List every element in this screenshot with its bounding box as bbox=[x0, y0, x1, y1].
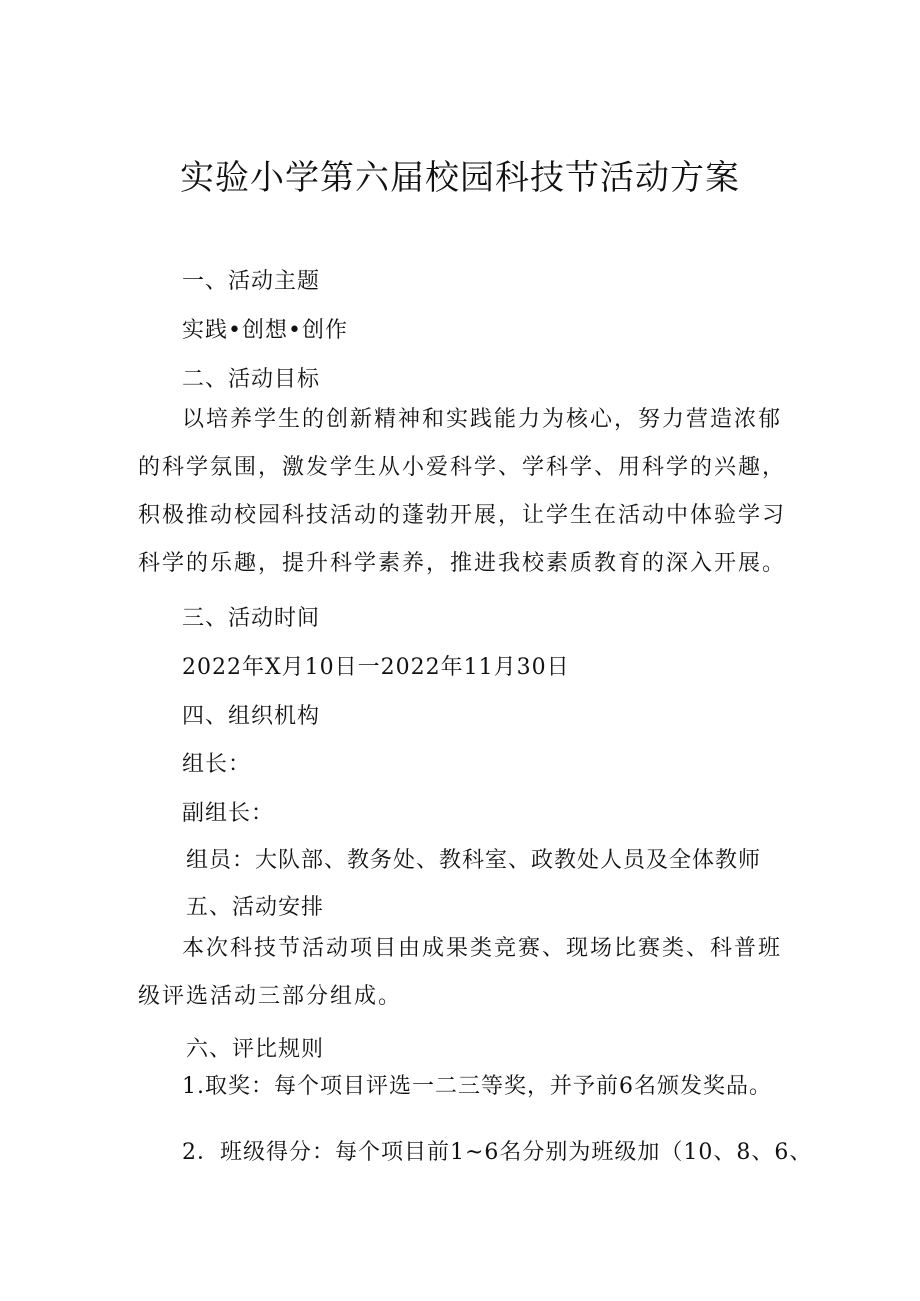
section-1-heading: 一、活动主题 bbox=[182, 269, 321, 294]
section-1-text: 实践•创想•创作 bbox=[182, 318, 348, 343]
section-2-heading: 二、活动目标 bbox=[182, 367, 321, 392]
section-4-heading: 四、组织机构 bbox=[182, 704, 321, 729]
section-6-heading: 六、评比规则 bbox=[186, 1037, 325, 1062]
section-4-leader: 组长： bbox=[182, 752, 252, 777]
section-5-heading: 五、活动安排 bbox=[186, 895, 325, 920]
section-4-members: 组员：大队部、教务处、教科室、政教处人员及全体教师 bbox=[186, 848, 762, 873]
section-3-text: 2022年X月10日一2022年11月30日 bbox=[182, 655, 570, 680]
section-2-paragraph: 以培养学生的创新精神和实践能力为核心，努力营造浓郁的科学氛围，激发学生从小爱科学、学科学、用科学的兴趣，积极推动校园科技活动的蓬勃开展，让学生在活动中体验学习科学的乐趣，提升科学素养，推进我校素质教育的深入开展。 bbox=[138, 407, 787, 576]
section-6-rule-2: 2．班级得分：每个项目前1~6名分别为班级加（10、8、6、 bbox=[182, 1140, 813, 1165]
section-6-rule-1: 1.取奖：每个项目评选一二三等奖，并予前6名颁发奖品。 bbox=[182, 1074, 772, 1099]
section-4-deputy: 副组长： bbox=[182, 801, 275, 826]
document-title: 实验小学第六届校园科技节活动方案 bbox=[180, 158, 740, 198]
section-5-paragraph: 本次科技节活动项目由成果类竞赛、现场比赛类、科普班级评选活动三部分组成。 bbox=[138, 936, 783, 1009]
section-3-heading: 三、活动时间 bbox=[182, 606, 321, 631]
